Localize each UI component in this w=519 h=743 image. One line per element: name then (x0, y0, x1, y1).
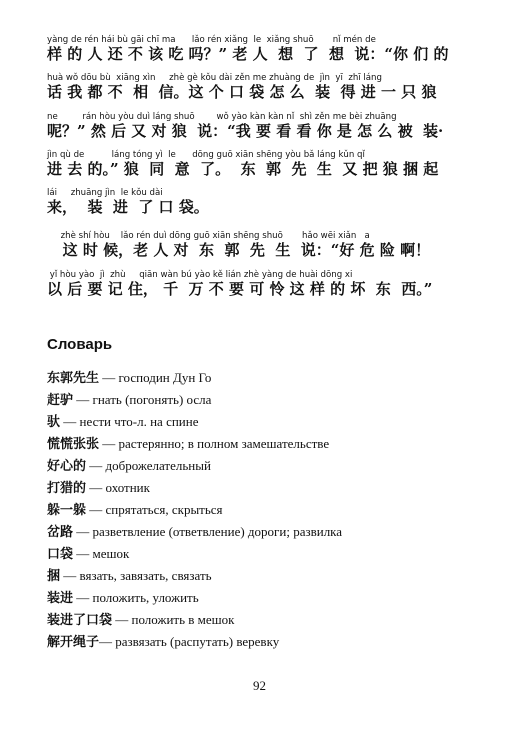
vocabulary-entry (47, 367, 211, 386)
pinyin-line: ne rán hòu yòu duì láng shuō wǒ yào kàn kàn nǐ shì zěn me bèi zhuāng (47, 112, 397, 122)
vocabulary-entry (47, 587, 199, 606)
vocabulary-entry (47, 565, 212, 584)
vocabulary-term: 装进 (47, 591, 74, 606)
vocabulary-definition: — вязать, завязать, связать (60, 568, 212, 583)
hanzi-line: 呢？” 然 后 又 对 狼 说：“我 要 看 看 你 是 怎 么 被 装· (47, 122, 444, 140)
pinyin-line: zhè shí hòu lǎo rén duì dōng guō xiān shēng shuō hǎo wēi xiǎn a (47, 231, 370, 241)
vocabulary-term: 好心的 (47, 459, 87, 474)
vocabulary-definition: — развязать (распутать) веревку (99, 634, 280, 649)
vocabulary-entry (47, 521, 342, 540)
vocabulary-term: 东郭先生 (47, 371, 100, 386)
pinyin-line: yàng de rén hái bù gāi chī ma lǎo rén xiǎng le xiǎng shuō nǐ mén de (47, 35, 376, 45)
vocabulary-term: 慌慌张张 (47, 437, 100, 452)
hanzi-line: 样 的 人 还 不 该 吃 吗？” 老 人 想 了 想 说：“你 们 的 (47, 45, 449, 63)
vocabulary-term: 躲一躲 (47, 503, 87, 518)
vocabulary-entry (47, 433, 329, 452)
pinyin-line: jìn qù de láng tóng yì le dōng guō xiān shēng yòu bǎ láng kǔn qǐ (47, 150, 365, 160)
vocabulary-definition: — мешок (73, 546, 130, 561)
vocabulary-definition: — спрятаться, скрыться (86, 502, 223, 517)
vocabulary-entry (47, 609, 234, 628)
vocabulary-entry (47, 477, 150, 496)
vocabulary-definition: — разветвление (ответвление) дороги; развилка (73, 524, 343, 539)
vocabulary-entry (47, 631, 279, 650)
vocabulary-definition: — гнать (погонять) осла (73, 392, 212, 407)
hanzi-line: 来， 装 进 了 口 袋。 (47, 198, 209, 216)
vocabulary-term: 解开绳子 (47, 635, 100, 650)
vocabulary-term: 赶驴 (47, 393, 74, 408)
page-number: 92 (253, 678, 266, 693)
vocabulary-entry (47, 455, 211, 474)
hanzi-line: 这 时 候，老 人 对 东 郭 先 生 说：“好 危 险 啊！ (47, 241, 431, 259)
pinyin-line: yǐ hòu yào jì zhù qiān wàn bú yào kě lián zhè yàng de huài dōng xi (47, 270, 353, 280)
vocabulary-entry (47, 499, 223, 518)
vocabulary-definition: — нести что-л. на спине (60, 414, 199, 429)
vocabulary-entry (47, 543, 129, 562)
pinyin-line: lái zhuāng jìn le kǒu dài (47, 188, 163, 198)
hanzi-line: 进 去 的。” 狼 同 意 了。 东 郭 先 生 又 把 狼 捆 起 (47, 160, 439, 178)
vocabulary-definition: — растерянно; в полном замешательстве (99, 436, 330, 451)
vocabulary-term: 驮 (47, 415, 61, 430)
vocabulary-definition: — господин Дун Го (99, 370, 212, 385)
pinyin-line: huà wǒ dōu bù xiāng xìn zhè gè kǒu dài zěn me zhuàng de jìn yī zhī láng (47, 73, 382, 83)
vocabulary-term: 捆 (47, 569, 61, 584)
vocabulary-definition: — положить, уложить (73, 590, 199, 605)
vocabulary-heading: Словарь (47, 336, 113, 353)
vocabulary-term: 装进了口袋 (47, 613, 113, 628)
vocabulary-definition: — положить в мешок (112, 612, 235, 627)
vocabulary-entry (47, 411, 198, 430)
vocabulary-term: 口袋 (47, 547, 74, 562)
hanzi-line: 以 后 要 记 住， 千 万 不 要 可 怜 这 样 的 坏 东 西。” (47, 280, 433, 298)
vocabulary-term: 打猎的 (47, 481, 87, 496)
vocabulary-entry (47, 389, 211, 408)
hanzi-line: 话 我 都 不 相 信。这 个 口 袋 怎 么 装 得 进 一 只 狼 (47, 83, 437, 101)
vocabulary-definition: — охотник (86, 480, 150, 495)
vocabulary-definition: — доброжелательный (86, 458, 211, 473)
vocabulary-term: 岔路 (47, 525, 74, 540)
